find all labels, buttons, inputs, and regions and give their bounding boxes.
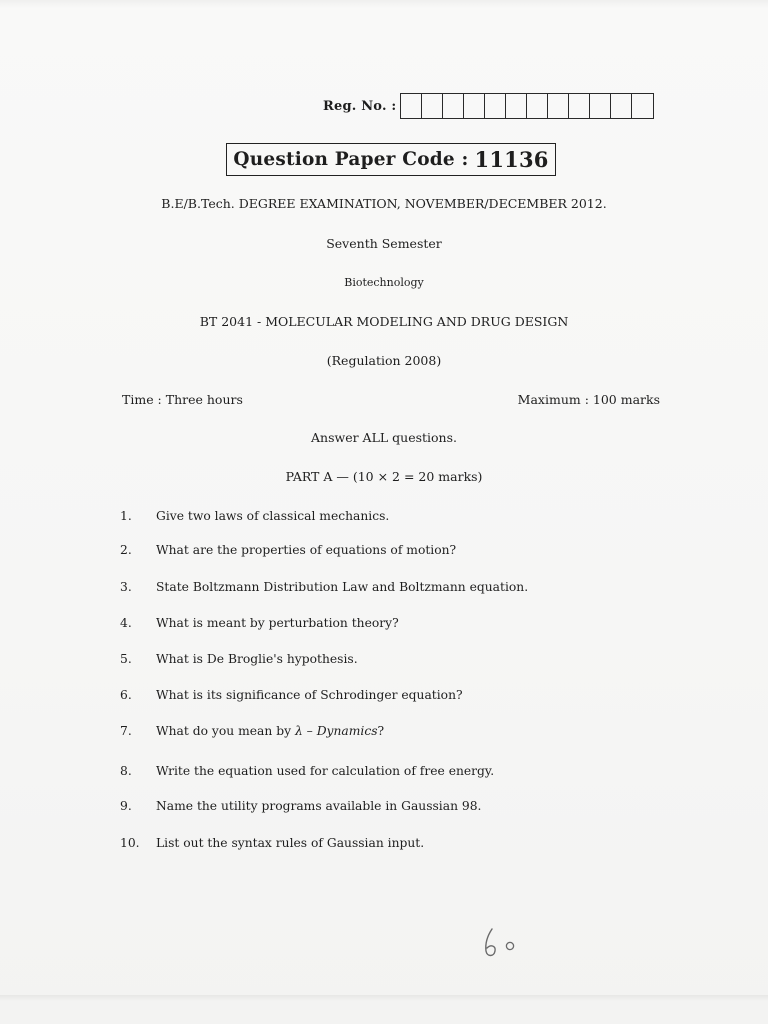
question-item bbox=[120, 652, 640, 666]
question-text: What is its significance of Schrodinger equation? bbox=[156, 688, 463, 702]
scan-edge-bottom bbox=[0, 995, 768, 1001]
question-text-before: What do you mean by bbox=[156, 724, 295, 738]
time-allowed: Time : Three hours bbox=[122, 392, 243, 407]
question-text: State Boltzmann Distribution Law and Boltzmann equation. bbox=[156, 580, 529, 594]
question-item bbox=[120, 688, 640, 702]
reg-no-digit-box bbox=[569, 94, 590, 118]
question-number: 5. bbox=[120, 652, 132, 666]
time-marks-row bbox=[122, 392, 660, 407]
reg-no-digit-box bbox=[485, 94, 506, 118]
question-text: What is meant by perturbation theory? bbox=[156, 616, 399, 630]
reg-no-digit-box bbox=[401, 94, 422, 118]
reg-no-digit-box bbox=[422, 94, 443, 118]
branch-line: Biotechnology bbox=[344, 276, 424, 289]
question-number: 6. bbox=[120, 688, 132, 702]
question-item bbox=[120, 543, 640, 557]
reg-no-digit-box bbox=[632, 94, 653, 118]
code-number: 11136 bbox=[474, 147, 549, 172]
question-text: Name the utility programs available in Gaussian 98. bbox=[156, 799, 482, 813]
reg-no-digit-box bbox=[527, 94, 548, 118]
reg-no-digit-box bbox=[590, 94, 611, 118]
question-text: Give two laws of classical mechanics. bbox=[156, 509, 390, 523]
question-item bbox=[120, 509, 640, 523]
part-heading: PART A — (10 × 2 = 20 marks) bbox=[285, 469, 483, 484]
degree-line: B.E/B.Tech. DEGREE EXAMINATION, NOVEMBER/DECEMBER 2012. bbox=[161, 196, 607, 211]
reg-no-digit-box bbox=[464, 94, 485, 118]
question-number: 3. bbox=[120, 580, 132, 594]
question-item bbox=[120, 724, 640, 738]
question-number: 10. bbox=[120, 836, 140, 850]
question-number: 7. bbox=[120, 724, 132, 738]
registration-number-row bbox=[323, 93, 654, 119]
question-text-after: ? bbox=[377, 724, 385, 738]
question-text bbox=[156, 724, 640, 738]
reg-no-digit-box bbox=[506, 94, 527, 118]
handwritten-mark-60 bbox=[478, 925, 524, 961]
question-item bbox=[120, 799, 640, 813]
question-item bbox=[120, 764, 640, 778]
instruction-line: Answer ALL questions. bbox=[311, 430, 457, 445]
question-item bbox=[120, 580, 640, 594]
reg-no-digit-box bbox=[611, 94, 632, 118]
question-number: 9. bbox=[120, 799, 132, 813]
question-item bbox=[120, 836, 640, 850]
question-item bbox=[120, 616, 640, 630]
question-number: 8. bbox=[120, 764, 132, 778]
question-text: What is De Broglie's hypothesis. bbox=[156, 652, 358, 666]
regulation-line: (Regulation 2008) bbox=[326, 353, 442, 368]
reg-no-boxes bbox=[400, 93, 654, 119]
semester-line: Seventh Semester bbox=[326, 236, 442, 251]
scan-edge-top bbox=[0, 0, 768, 8]
question-text: List out the syntax rules of Gaussian input. bbox=[156, 836, 425, 850]
reg-no-label: Reg. No. : bbox=[323, 98, 397, 114]
course-line: BT 2041 - MOLECULAR MODELING AND DRUG DESIGN bbox=[199, 314, 569, 329]
question-paper-code-box bbox=[226, 143, 556, 176]
question-number: 4. bbox=[120, 616, 132, 630]
maximum-marks: Maximum : 100 marks bbox=[517, 392, 660, 407]
question-number: 1. bbox=[120, 509, 132, 523]
reg-no-digit-box bbox=[443, 94, 464, 118]
reg-no-digit-box bbox=[548, 94, 569, 118]
question-text: What are the properties of equations of motion? bbox=[156, 543, 457, 557]
question-text: Write the equation used for calculation of free energy. bbox=[156, 764, 495, 778]
code-label: Question Paper Code : bbox=[233, 149, 469, 170]
lambda-dynamics-term: λ – Dynamics bbox=[294, 724, 378, 738]
question-number: 2. bbox=[120, 543, 132, 557]
